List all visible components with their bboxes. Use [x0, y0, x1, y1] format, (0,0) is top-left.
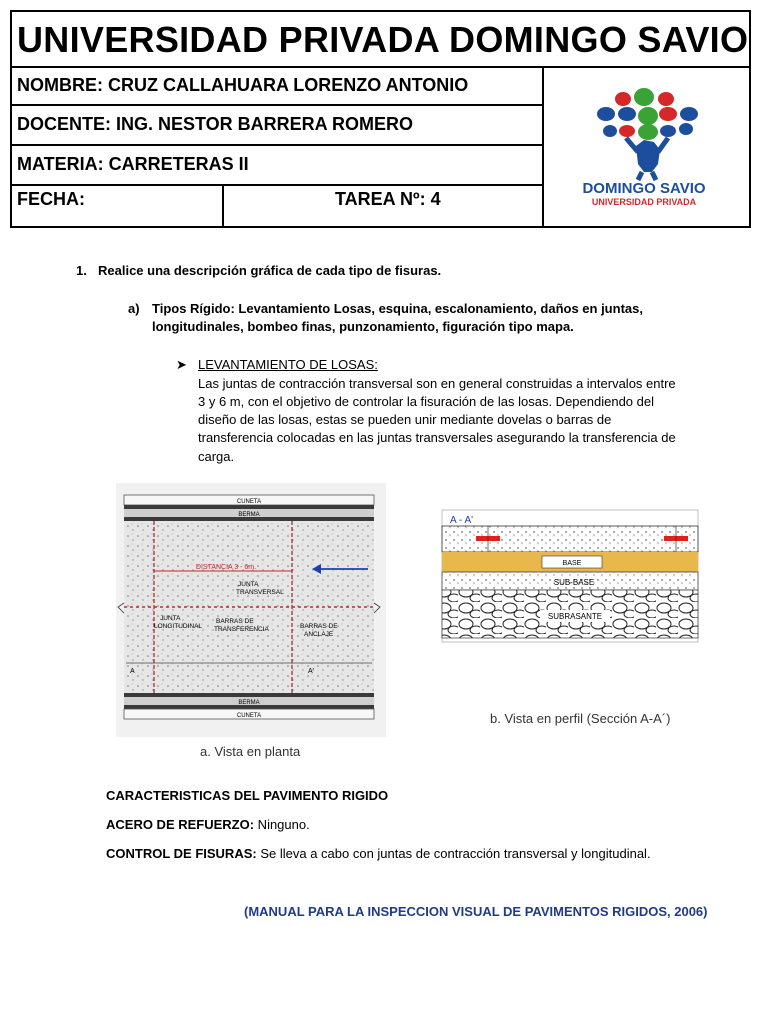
label-cuneta-bottom: CUNETA: [236, 713, 262, 719]
logo-subtitle: UNIVERSIDAD PRIVADA: [591, 197, 697, 207]
university-title: UNIVERSIDAD PRIVADA DOMINGO SAVIO: [12, 12, 749, 68]
acero-label: ACERO DE REFUERZO:: [106, 817, 255, 832]
header-table: [10, 10, 751, 228]
label-junta-longitudinal-2: LONGITUDINAL: [154, 623, 203, 630]
acero-line: [106, 816, 310, 835]
section-heading: LEVANTAMIENTO DE LOSAS:: [198, 357, 378, 372]
label-junta-longitudinal-1: JUNTA: [160, 615, 181, 622]
nombre-field: NOMBRE: CRUZ CALLAHUARA LORENZO ANTONIO: [12, 68, 542, 106]
university-logo: [544, 68, 749, 226]
logo-cell: [542, 68, 749, 228]
materia-field: MATERIA: CARRETERAS II: [12, 146, 542, 186]
control-line: [106, 845, 651, 864]
tarea-field: TAREA Nº: 4: [335, 189, 441, 209]
profile-view-figure: [436, 506, 702, 648]
docente-field: DOCENTE: ING. NESTOR BARRERA ROMERO: [12, 106, 542, 146]
cell-divider: [222, 186, 224, 228]
label-barras-anclaje-1: BARRAS DE: [300, 623, 338, 630]
plan-view-caption: a. Vista en planta: [200, 744, 301, 759]
section-line: 3 y 6 m, con el objetivo de controlar la fisuración de las losas. Dependiendo del: [198, 394, 654, 409]
section-line: transferencia colocadas en las juntas transversales asegurando la transferencia de: [198, 430, 676, 445]
label-subrasante: SUBRASANTE: [547, 612, 603, 621]
control-label: CONTROL DE FISURAS:: [106, 846, 257, 861]
label-junta-transversal-2: TRANSVERSAL: [236, 589, 284, 596]
question-text: Realice una descripción gráfica de cada tipo de fisuras.: [98, 263, 442, 278]
label-a-left: A: [130, 668, 135, 675]
profile-view-caption: b. Vista en perfil (Sección A-A´): [490, 711, 671, 726]
label-a-right: A': [308, 668, 315, 675]
label-sub-base: SUB-BASE: [553, 578, 595, 587]
item-letter: a): [128, 301, 140, 316]
reference-citation: (MANUAL PARA LA INSPECCION VISUAL DE PAVIMENTOS RIGIDOS, 2006): [244, 904, 708, 919]
control-value: Se lleva a cabo con juntas de contracción transversal y longitudinal.: [256, 846, 651, 861]
section-line: Las juntas de contracción transversal son en general construidas a intervalos entre: [198, 376, 676, 391]
bullet-arrow-icon: ➤: [176, 357, 187, 372]
label-berma-bottom: BERMA: [238, 700, 260, 706]
label-barras-anclaje-2: ANCLAJE: [304, 631, 334, 638]
fecha-tarea-row: [12, 186, 542, 228]
label-berma-top: BERMA: [238, 512, 260, 518]
label-section-aa: A - A': [450, 515, 474, 526]
label-distancia: DISTANCIA 3 - 6m.: [195, 564, 257, 571]
section-line: carga.: [198, 449, 235, 464]
acero-value: Ninguno.: [254, 817, 310, 832]
logo-name: DOMINGO SAVIO: [582, 180, 706, 197]
label-barras-transferencia-2: TRANSFERENCIA: [214, 626, 269, 633]
plan-view-figure: [116, 483, 386, 737]
section-line: diseño de las losas, estas se pueden unir mediante dovelas o barras de: [198, 412, 612, 427]
label-barras-transferencia-1: BARRAS DE: [216, 618, 254, 625]
label-cuneta-top: CUNETA: [236, 499, 262, 505]
item-line-1: Tipos Rígido: Levantamiento Losas, esquina, escalonamiento, daños en juntas,: [152, 301, 643, 316]
characteristics-title: CARACTERISTICAS DEL PAVIMENTO RIGIDO: [106, 788, 389, 803]
label-base: BASE: [562, 560, 582, 567]
label-junta-transversal-1: JUNTA: [238, 581, 259, 588]
item-line-2: longitudinales, bombeo finas, punzonamiento, figuración tipo mapa.: [152, 319, 574, 334]
fecha-field: FECHA:: [17, 189, 85, 209]
question-number: 1.: [76, 263, 87, 278]
